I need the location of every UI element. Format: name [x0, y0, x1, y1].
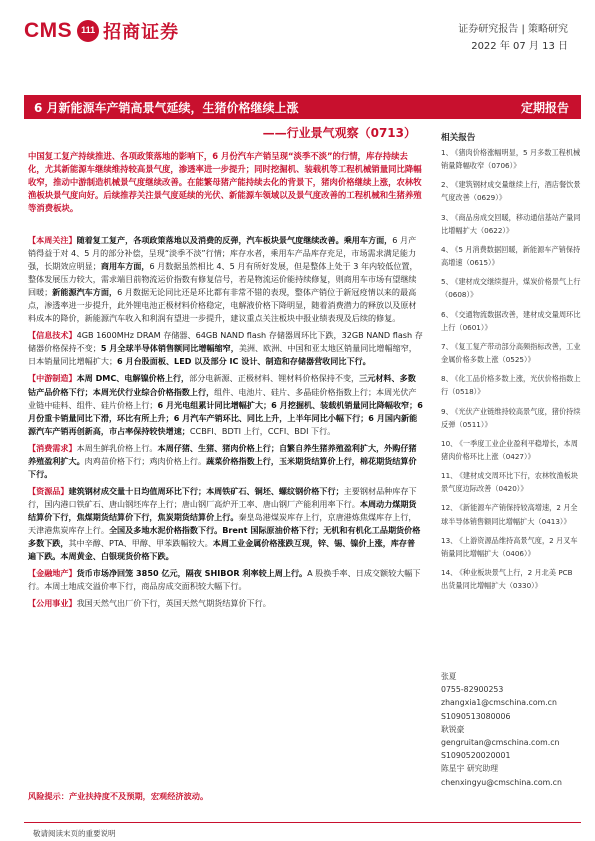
related-reports-title: 相关报告 — [441, 133, 476, 143]
summary-paragraph: 中国复工复产持续推进、各项政策落地的影响下，6 月份汽车产销呈现“淡季不淡”的行情，库存持续去化，尤其新能源车继续维持较高景气度，渗透率进一步提升；同时挖掘机、装载机等工程机械销量同比降幅收窄，推动中游制造机械景气度继续改善。在能繁母猪产能持续去化的背景下，猪肉价格继续上涨，农林牧渔板块景气度向好。后续推荐关注景气度延续的光伏、新能源车领域以及景气度改善的工程机械和生猪养殖等消费板块。 — [28, 151, 422, 213]
section-tag: 【信息技术】 — [28, 330, 77, 341]
report-title: 6 月新能源车产销高景气延续，生猪价格继续上涨 — [34, 101, 299, 115]
title-bar — [24, 95, 581, 119]
analyst-email[interactable]: gengruitan@cmschina.com.cn — [441, 738, 560, 748]
logo-text-cn: 招商证券 — [103, 22, 180, 43]
related-report-item[interactable]: 1、 《猪肉价格涨幅明显，5 月多数工程机械销量降幅收窄（0706）》 — [441, 148, 581, 171]
related-report-item[interactable]: 12、 《新能源车产销保持较高增速，2 月全球半导体销售额同比增幅扩大（0413）》 — [441, 503, 578, 526]
analyst-email[interactable]: zhangxia1@cmschina.com.cn — [441, 698, 557, 708]
analyst-name: 张夏 — [441, 672, 457, 681]
related-report-item[interactable]: 3、 《商品房成交回暖，移动通信基站产量同比增幅扩大（0622）》 — [441, 212, 581, 235]
section-tag: 【公用事业】 — [28, 598, 77, 609]
related-reports — [441, 131, 581, 598]
related-report-item[interactable]: 7、 《复工复产带动部分高频指标改善，工业金属价格多数上涨（0525）》 — [441, 341, 581, 365]
analyst-name-title: 陈星宇 研究助理 — [441, 764, 499, 774]
footer-disclaimer: 敬请阅读末页的重要说明 — [33, 829, 116, 838]
section-tag: 【消费需求】 — [28, 442, 77, 453]
analyst-license: S1090520020001 — [441, 751, 511, 761]
analyst-name: 耿锐豪 — [441, 724, 465, 734]
related-report-item[interactable]: 6、 《交通物流数据改善，建材成交量周环比上行（0601）》 — [441, 309, 581, 332]
section-finance: 【金融地产】货币市场净回笼 3850 亿元，隔夜 SHIBOR 利率较上周上行。A 股换手率、日成交额较大幅下行。本周土地成交溢价率下行，商品房成交面积较大幅下行。 — [28, 568, 421, 592]
report-date: 2022 年 07 月 13 日 — [471, 41, 568, 52]
analyst-email[interactable]: chenxingyu@cmschina.com.cn — [441, 777, 562, 787]
section-utilities: 【公用事业】我国天然气出厂价下行，英国天然气期货结算价下行。 — [28, 598, 271, 609]
related-report-item[interactable]: 8、 《化工品价格多数上涨，光伏价格指数上行（0518）》 — [441, 374, 581, 397]
section-tag: 【资源品】 — [28, 485, 69, 496]
logo-badge-icon: 111 — [77, 20, 99, 42]
section-tag: 【金融地产】 — [28, 568, 77, 579]
footer-divider — [24, 822, 581, 823]
related-report-item[interactable]: 10、 《一季度工业企业盈利平稳增长，本周猪肉价格环比上涨（0427）》 — [441, 438, 578, 461]
related-report-item[interactable]: 9、 《光伏产业链维持较高景气度，猪价持续反弹（0511）》 — [441, 406, 581, 429]
analyst-info — [441, 670, 581, 789]
related-report-item[interactable]: 14、 《种业板块景气上行，2 月北美 PCB 出货量同比增幅扩大（0330）》 — [441, 568, 573, 591]
main-body — [28, 234, 423, 614]
section-tag: 【中游制造】 — [28, 373, 77, 384]
cms-logo — [24, 17, 179, 45]
section-it: 【信息技术】4GB 1600MHz DRAM 存储器、64GB NAND flash 存储器周环比下跌，32GB NAND flash 存储器价格保持不变；5 月全球半导体销售额同比增幅缩窄，美洲、欧洲、中国和亚太地区销量同比增幅缩窄，日本销量同比增幅扩大；6 月台股面板、LED 以及部分 IC 设计、制造和存储器营收同比下行。 — [28, 330, 423, 367]
section-focus: 【本周关注】随着复工复产，各项政策落地以及消费的反弹，汽车板块景气度继续改善。乘用车方面，6 月产销得益于对 4、5 月的部分补偿，呈现“淡季不淡”行情；库存水者，乘用车产品库存充足，市场需求满足能力强，长期效应明显；商用车方面，6 月数据虽然相比 4、5 月有所好发展，但是整体上处于 3 年内较低位置，整体发展压力较大，需求端目前物流运价指数有修复信号，若是物流运价能持续修复，则商用车市场有望继续回暖；新能源汽车方面，6 月数据无论同比还是环比都有非常不错的表现，整体产销位于新冠疫情以来的最高点，渗透率进一步提升，此外锂电池正极材料价格稳定，电解液价格下降明显，随着消费潜力的释放以及原材料成本的降价，新能源汽车收入和利润有望进一步提升，建议重点关注板块中报业绩表现及后续的修复。 — [28, 235, 418, 324]
related-report-item[interactable]: 4、 《5 月消费数据回暖，新能源车产销保持高增速（0615）》 — [441, 244, 581, 268]
report-type: 证券研究报告 | 策略研究 — [458, 24, 568, 35]
report-subtitle: ——行业景气观察（0713） — [262, 126, 416, 140]
section-resources: 【资源品】建筑钢材成交量十日均值周环比下行；本周铁矿石、铜坯、螺纹钢价格下行；主要钢材品种库存下行，国内港口铁矿石、唐山钢坯库存上行；唐山钢厂高炉开工率、唐山钢厂产能利用率下行。本周动力煤期货结算价下行，焦煤期货结算价下行，焦炭期货结算价上行。秦皇岛港煤炭库存上行，京唐港炼焦煤库存上行，天津港焦炭库存上行。全国及多地水泥价格指数下行。Brent 国际原油价格下行；无机和有机化工品期货价格多数下跌，其中辛醇、PTA、甲醇、甲苯跌幅较大。本周工业金属价格涨跌互现，锌、锡、镍价上涨，库存普遍下跌。本周黄金、白银现货价格下跌。 — [28, 485, 421, 562]
section-midstream: 【中游制造】本周 DMC、电解镍价格上行，部分电新源、正极材料、锂材料价格保持不变，三元材料、多数钴产品价格下行；本周光伏行业综合价格指数上行，组件、电池片、硅片、多晶硅价格指数上行；本周光伏产业链中硅料、组件、硅片价格上行；6 月光电组累计同比增幅扩大；6 月挖掘机、装载机销量同比降幅收窄；6 月份重卡销量同比下滑，环比有所上升；6 月汽车产销环比、同比上升，上半年同比小幅下行；6 月国内新能源汽车产销再创新高，市占率保持较快增速；CCBFI、BDTI 上行，CCFI、BDI 下行。 — [28, 373, 423, 436]
related-report-item[interactable]: 13、 《上游资源品维持高景气度，2 月叉车销量同比增幅扩大（0406）》 — [441, 535, 578, 558]
risk-warning: 风险提示：产业扶持度不及预期，宏观经济波动。 — [28, 791, 209, 801]
report-category-tag: 定期报告 — [520, 101, 569, 115]
related-report-item[interactable]: 5、 《建材成交继续提升，煤炭价格景气上行（0608）》 — [441, 277, 581, 300]
related-report-item[interactable]: 11、 《建材成交周环比下行，农林牧渔板块景气度边际改善（0420）》 — [441, 471, 578, 494]
related-report-item[interactable]: 2、 《建筑钢材成交量继续上行，酒店餐饮景气度改善（0629）》 — [441, 180, 581, 203]
logo-text-en: CMS — [24, 19, 73, 42]
analyst-license: S1090513080006 — [441, 711, 511, 721]
analyst-phone: 0755-82900253 — [441, 685, 504, 695]
section-consumer: 【消费需求】本周生鲜乳价格上行。本周仔猪、生猪、猪肉价格上行；自繁自养生猪养殖盈利扩大，外购仔猪养殖盈利扩大。肉鸡苗价格下行；鸡肉价格上行。蔬菜价格指数上行，玉米期货结算价上行，棉花期货结算价下行。 — [28, 442, 417, 479]
section-tag: 【本周关注】 — [28, 235, 77, 245]
